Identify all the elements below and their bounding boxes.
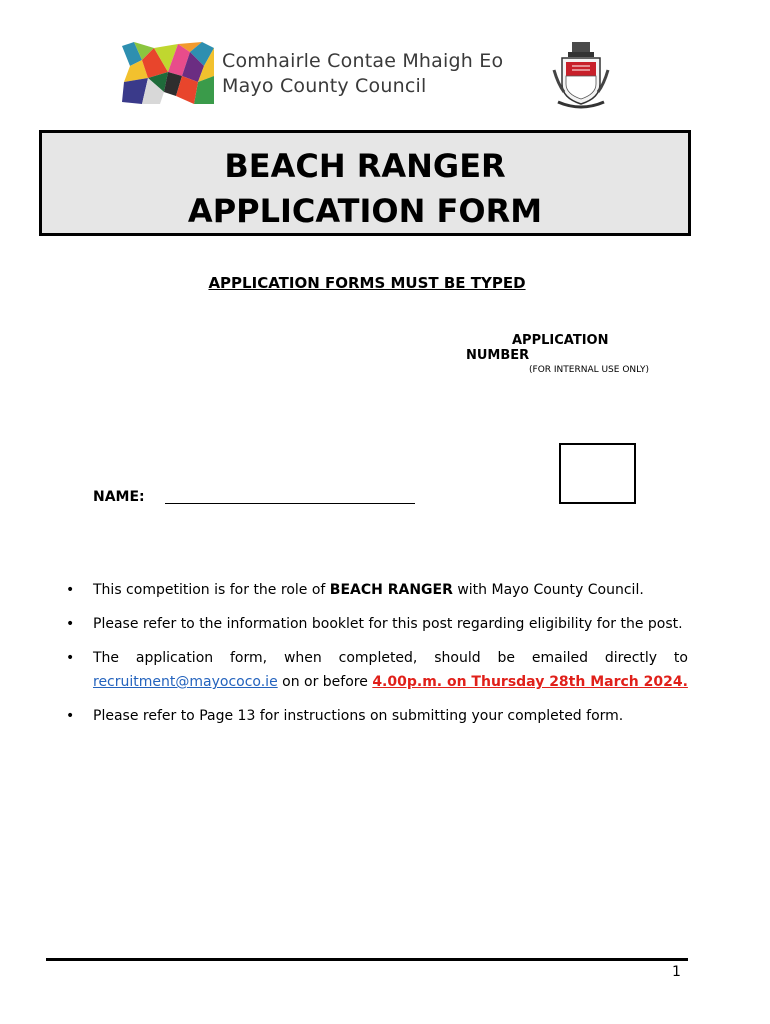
bullet-icon: • bbox=[66, 650, 75, 666]
list-item: • Please refer to Page 13 for instructions on submitting your completed form. bbox=[66, 704, 688, 728]
list-item: • The application form, when completed, should be emailed directly to recruitment@mayococo.ie on or before 4.00p.m. on Thursday 28th March 2024. bbox=[66, 646, 688, 694]
application-number-label: APPLICATION bbox=[512, 333, 609, 348]
application-number-label-cont: NUMBER bbox=[466, 348, 530, 363]
name-field[interactable] bbox=[165, 503, 415, 504]
internal-use-note: (FOR INTERNAL USE ONLY) bbox=[529, 365, 649, 375]
council-name-english: Mayo County Council bbox=[222, 75, 427, 97]
mayo-m-logo bbox=[120, 42, 216, 106]
footer-rule bbox=[46, 958, 688, 961]
role-name: BEACH RANGER bbox=[329, 582, 453, 598]
bullet-icon: • bbox=[66, 616, 75, 632]
deadline-text: 4.00p.m. on Thursday 28th March 2024. bbox=[372, 674, 688, 690]
county-crest-icon bbox=[552, 40, 610, 110]
typed-notice: APPLICATION FORMS MUST BE TYPED bbox=[208, 274, 526, 292]
name-label: NAME: bbox=[93, 489, 145, 505]
list-item: • Please refer to the information booklet for this post regarding eligibility for the post. bbox=[66, 612, 688, 636]
list-item: • This competition is for the role of BEACH RANGER with Mayo County Council. bbox=[66, 578, 688, 602]
form-title-line1: BEACH RANGER bbox=[224, 147, 506, 185]
page-number: 1 bbox=[672, 964, 681, 980]
instructions-list bbox=[66, 578, 688, 738]
application-number-box[interactable] bbox=[559, 443, 636, 504]
bullet-icon: • bbox=[66, 582, 75, 598]
council-name-irish: Comhairle Contae Mhaigh Eo bbox=[222, 50, 504, 72]
bullet-icon: • bbox=[66, 708, 75, 724]
recruitment-email-link[interactable]: recruitment@mayococo.ie bbox=[93, 674, 278, 690]
form-title-line2: APPLICATION FORM bbox=[187, 192, 543, 230]
